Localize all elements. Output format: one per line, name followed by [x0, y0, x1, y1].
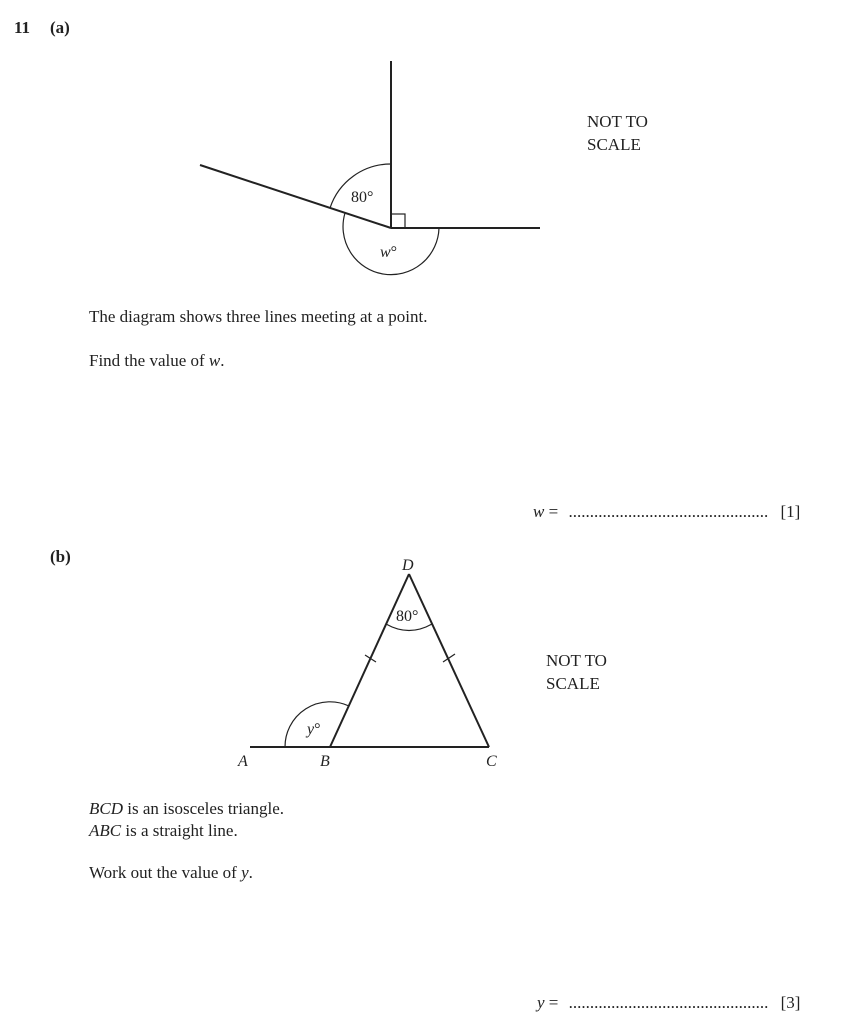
- part-b-angle-y-label: y°: [307, 721, 321, 738]
- part-b-not-to-scale: NOT TO SCALE: [546, 651, 607, 693]
- part-b-label: (b): [50, 547, 71, 566]
- part-a-angle-80-label: 80°: [351, 189, 374, 206]
- part-a-label: (a): [50, 18, 70, 37]
- vertex-label-a: A: [238, 753, 248, 770]
- vertex-label-d: D: [402, 557, 414, 574]
- part-b-answer-line[interactable]: y = ............................................... [3]: [537, 993, 801, 1012]
- side-bd: [330, 574, 409, 747]
- side-dc: [409, 574, 489, 747]
- right-angle-marker: [391, 214, 405, 228]
- part-a-not-to-scale: NOT TO SCALE: [587, 112, 648, 154]
- part-a-marks: [1]: [780, 502, 801, 521]
- part-b-instruction: Work out the value of y.: [89, 863, 253, 882]
- part-a-answer-line[interactable]: w = ............................................... [1]: [533, 502, 801, 521]
- part-b-angle-80-label: 80°: [396, 608, 419, 625]
- part-b-statement-2: ABC is a straight line.: [89, 821, 238, 840]
- part-b-diagram: [250, 574, 489, 747]
- part-a-angle-w-label: w°: [380, 244, 398, 261]
- part-b-statement-1: BCD is an isosceles triangle.: [89, 799, 284, 818]
- part-a-description: The diagram shows three lines meeting at a point.: [89, 307, 428, 326]
- part-a-instruction: Find the value of w.: [89, 351, 225, 370]
- vertex-label-b: B: [320, 753, 330, 770]
- part-b-marks: [3]: [780, 993, 801, 1012]
- vertex-label-c: C: [486, 753, 497, 770]
- question-number: 11: [14, 18, 31, 37]
